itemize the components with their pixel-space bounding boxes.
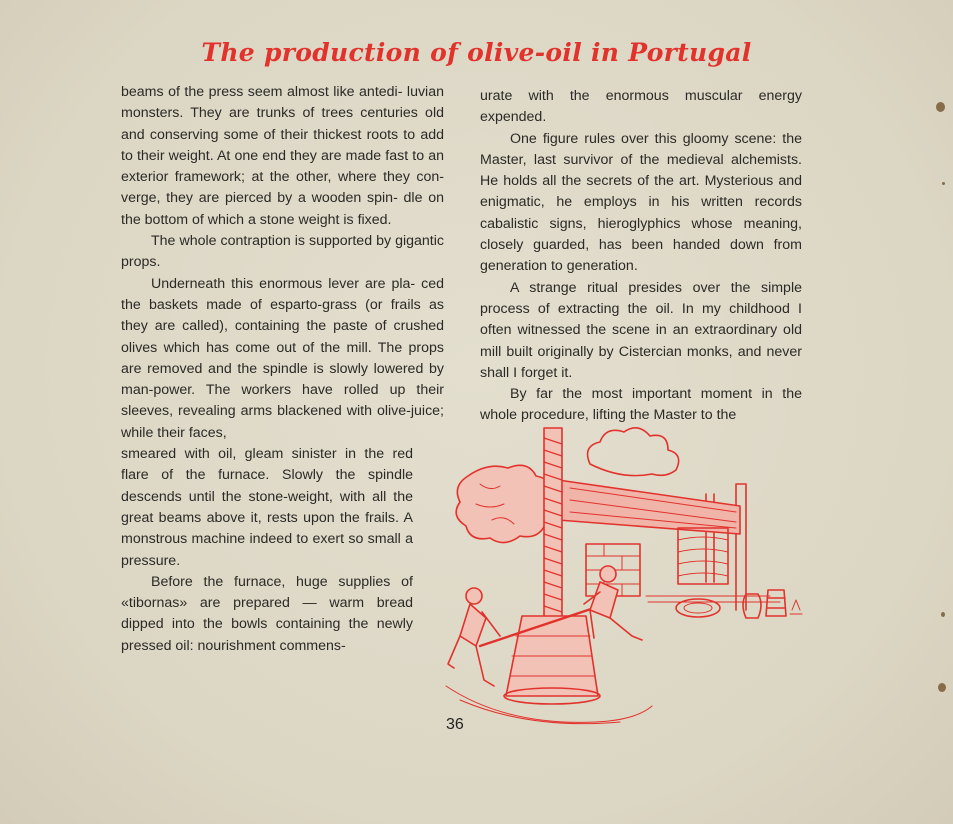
olive-press-illustration bbox=[440, 424, 810, 734]
frame-post-right bbox=[736, 484, 746, 610]
frail-basket-inner bbox=[684, 603, 712, 613]
left-paragraph-4: Before the furnace, huge supplies of «tibornas» are prepared — warm bread dipped into the bowls containing the newly pressed oil: nourishment commens- bbox=[121, 573, 413, 654]
right-column bbox=[480, 86, 802, 427]
frails-lines bbox=[678, 537, 728, 576]
frails-stack bbox=[678, 528, 728, 584]
paper-stain bbox=[938, 683, 946, 692]
left-column bbox=[121, 82, 444, 657]
paper-stain bbox=[941, 612, 945, 617]
right-paragraph-4: By far the most important moment in the whole procedure, lifting the Master to the bbox=[480, 386, 802, 424]
worker-right-body bbox=[590, 582, 618, 618]
page-title: The production of olive-oil in Portugal bbox=[201, 38, 752, 67]
left-paragraph-1: beams of the press seem almost like antedi- luvian monsters. They are trunks of trees centuries old and conserving some of their thickest roots to add to their weight. At one end they are made fast to an exterior framework; at the other, where they con- verge, they are pierced by a wooden spin- dle on the bottom of which a stone weight is fixed. bbox=[121, 84, 444, 228]
page-number: 36 bbox=[446, 716, 464, 733]
steam-cloud bbox=[588, 428, 679, 476]
right-paragraph-3: A strange ritual presides over the simple process of extracting the oil. In my childhood I often witnessed the scene in an extraordinary old mill built originally by Cistercian monks, and never shall I forget it. bbox=[480, 279, 802, 381]
paper-stain bbox=[936, 102, 945, 112]
beam-root-end bbox=[456, 465, 554, 542]
paper-stain bbox=[942, 182, 945, 185]
right-paragraph-2: One figure rules over this gloomy scene: the Master, last survivor of the medieval alchemists. He holds all the secrets of the art. Mysterious and enigmatic, he employs in his written records cabalistic signs, hieroglyphics whose meaning, closely guarded, has been handed down from generation to generation. bbox=[480, 130, 802, 275]
worker-right-legs bbox=[590, 610, 642, 640]
worker-left-body bbox=[460, 604, 486, 646]
oil-barrel bbox=[766, 590, 786, 616]
left-paragraph-3: Underneath this enormous lever are pla- ced the baskets made of esparto-grass (or frails as they are called), containing the paste of crushed olives which has come out of the mill. The props are removed and the spindle is slowly lowered by man-power. The workers have rolled up their sleeves, revealing arms blackened with olive-juice; while their faces, bbox=[121, 275, 444, 441]
left-paragraph-2: The whole contraption is supported by gigantic props. bbox=[121, 233, 444, 271]
small-plant bbox=[790, 600, 802, 614]
left-paragraph-3-continued: smeared with oil, gleam sinister in the red flare of the furnace. Slowly the spindle descends until the stone-weight, with all the great beams above it, rests upon the frails. A monstrous machine indeed to exert so small a pressure. bbox=[121, 446, 413, 569]
worker-right-head bbox=[600, 566, 616, 582]
worker-left-head bbox=[466, 588, 482, 604]
left-narrow-block bbox=[121, 444, 413, 657]
right-paragraph-1: urate with the enormous muscular energy expended. bbox=[480, 88, 802, 126]
